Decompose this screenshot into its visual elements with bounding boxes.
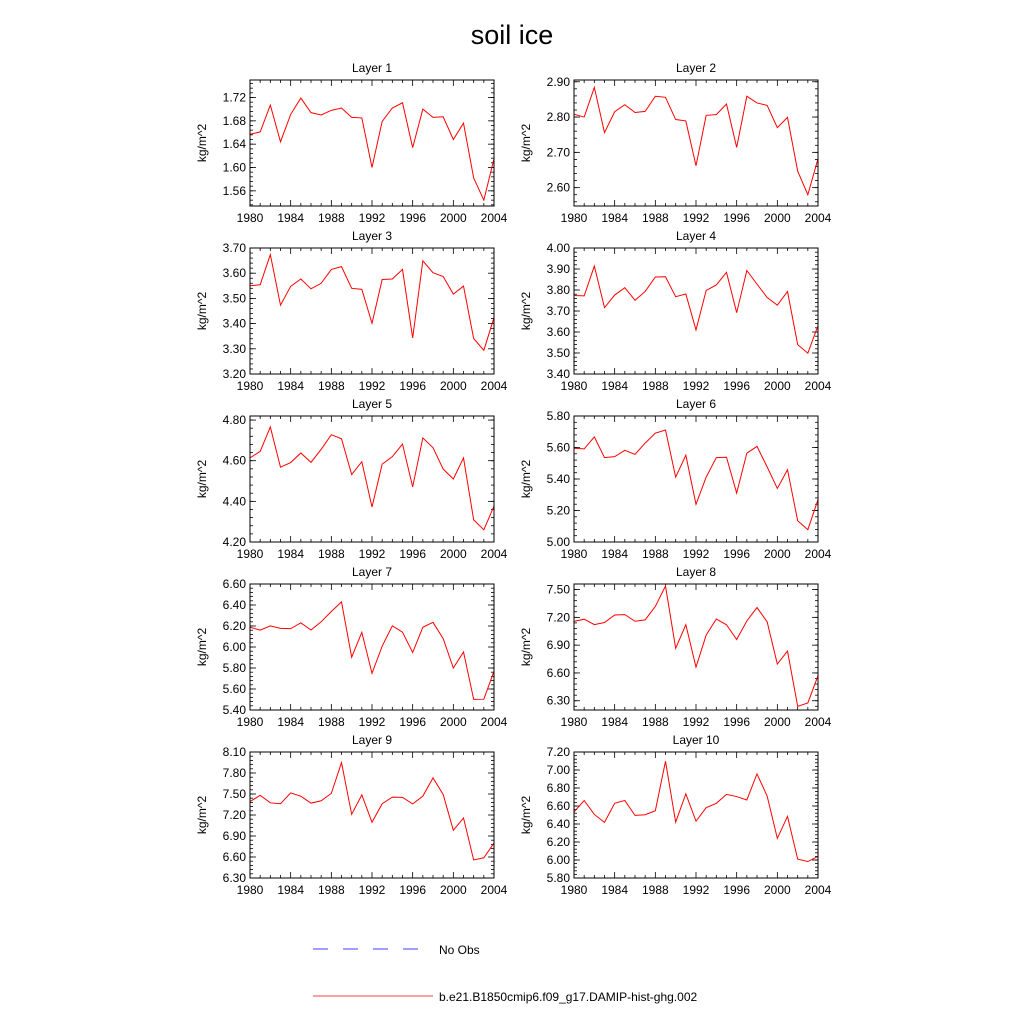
y-tick-label: 5.80	[546, 409, 570, 423]
y-tick-label: 3.50	[222, 291, 246, 306]
panel-layer-3	[195, 229, 508, 393]
panel-title: Layer 5	[351, 397, 393, 411]
y-tick-label: 2.90	[546, 74, 570, 89]
y-tick-label: 5.80	[546, 871, 570, 885]
x-tick-label: 1984	[277, 379, 305, 393]
x-tick-label: 1984	[601, 379, 629, 393]
x-tick-label: 1996	[399, 547, 427, 561]
y-tick-label: 1.68	[222, 113, 246, 128]
x-tick-label: 1980	[560, 379, 588, 393]
y-tick-label: 2.60	[546, 180, 570, 195]
x-tick-label: 1980	[236, 547, 264, 561]
plot-frame	[250, 584, 494, 710]
x-tick-label: 2000	[763, 379, 791, 393]
y-tick-label: 2.80	[546, 110, 570, 125]
y-tick-label: 5.00	[546, 535, 570, 549]
plot-frame	[250, 752, 494, 878]
x-tick-label: 1996	[399, 211, 427, 225]
x-tick-label: 2000	[439, 211, 467, 225]
x-tick-label: 1988	[641, 547, 669, 561]
x-tick-label: 2004	[480, 883, 508, 897]
panel-title: Layer 10	[672, 733, 720, 747]
y-axis-label: kg/m^2	[519, 459, 533, 499]
x-tick-label: 2000	[763, 211, 791, 225]
y-tick-label: 7.50	[222, 787, 246, 801]
plot-frame	[574, 248, 818, 374]
x-tick-label: 2004	[480, 715, 508, 729]
x-tick-label: 2000	[763, 547, 791, 561]
panel-layer-10	[519, 733, 832, 897]
panel-layer-5	[195, 397, 508, 561]
panels	[195, 61, 832, 897]
x-tick-label: 1988	[641, 211, 669, 225]
x-tick-label: 2004	[480, 547, 508, 561]
panel-title: Layer 4	[675, 229, 717, 243]
x-tick-label: 1980	[236, 715, 264, 729]
y-tick-label: 3.40	[546, 367, 570, 381]
y-tick-label: 3.70	[546, 304, 570, 318]
y-tick-label: 1.64	[222, 137, 246, 152]
x-tick-label: 2004	[804, 379, 832, 393]
x-tick-label: 1984	[277, 211, 305, 225]
x-tick-label: 1984	[601, 211, 629, 225]
y-tick-label: 3.20	[222, 367, 246, 381]
series-line-layer-5	[250, 427, 494, 530]
y-tick-label: 6.30	[546, 693, 570, 708]
panel-title: Layer 2	[675, 61, 717, 75]
x-tick-label: 1992	[682, 715, 710, 729]
x-tick-label: 1996	[723, 883, 751, 897]
x-tick-label: 1988	[317, 715, 345, 729]
series-line-layer-1	[250, 98, 494, 200]
y-tick-label: 5.40	[222, 703, 246, 717]
x-tick-label: 1984	[601, 883, 629, 897]
series-line-layer-8	[574, 586, 818, 706]
y-tick-label: 4.80	[222, 413, 246, 428]
x-tick-label: 2004	[804, 715, 832, 729]
x-tick-label: 1980	[560, 211, 588, 225]
y-tick-label: 3.70	[222, 241, 246, 255]
x-tick-label: 2000	[439, 547, 467, 561]
x-tick-label: 2004	[480, 211, 508, 225]
y-tick-label: 6.60	[222, 850, 246, 864]
x-tick-label: 1992	[358, 379, 386, 393]
y-tick-label: 3.50	[546, 346, 570, 360]
x-tick-label: 1992	[682, 547, 710, 561]
panel-title: Layer 3	[351, 229, 393, 243]
panel-layer-2	[519, 61, 832, 225]
plot-frame	[574, 80, 818, 206]
series-line-layer-2	[574, 87, 818, 194]
x-tick-label: 2000	[439, 379, 467, 393]
panel-layer-4	[519, 229, 832, 393]
x-tick-label: 1984	[601, 547, 629, 561]
panel-layer-8	[519, 565, 832, 729]
x-tick-label: 1980	[236, 211, 264, 225]
x-tick-label: 2000	[439, 883, 467, 897]
y-tick-label: 5.60	[546, 440, 570, 455]
x-tick-label: 1980	[236, 379, 264, 393]
y-tick-label: 4.40	[222, 494, 246, 509]
y-tick-label: 1.72	[222, 90, 246, 105]
x-tick-label: 1980	[560, 883, 588, 897]
x-tick-label: 2004	[804, 211, 832, 225]
x-tick-label: 2000	[763, 715, 791, 729]
y-axis-label: kg/m^2	[195, 123, 209, 163]
y-tick-label: 5.60	[222, 682, 246, 696]
x-tick-label: 1992	[682, 379, 710, 393]
x-tick-label: 1992	[682, 211, 710, 225]
y-tick-label: 3.30	[222, 341, 246, 356]
y-axis-label: kg/m^2	[195, 795, 209, 835]
y-axis-label: kg/m^2	[519, 291, 533, 331]
panel-title: Layer 8	[675, 565, 717, 579]
y-tick-label: 7.20	[222, 808, 246, 822]
plot-frame	[250, 248, 494, 374]
y-axis-label: kg/m^2	[195, 627, 209, 667]
y-tick-label: 6.90	[546, 638, 570, 653]
series-line-layer-4	[574, 266, 818, 353]
y-tick-label: 7.00	[546, 763, 570, 777]
x-tick-label: 1996	[399, 883, 427, 897]
y-tick-label: 6.80	[546, 781, 570, 795]
y-tick-label: 5.20	[546, 503, 570, 518]
x-tick-label: 1988	[317, 211, 345, 225]
x-tick-label: 2000	[439, 715, 467, 729]
y-tick-label: 6.40	[222, 598, 246, 612]
plot-frame	[250, 416, 494, 542]
y-tick-label: 6.90	[222, 829, 246, 843]
panel-title: Layer 7	[351, 565, 393, 579]
plot-frame	[250, 80, 494, 206]
x-tick-label: 1996	[723, 547, 751, 561]
y-axis-label: kg/m^2	[195, 459, 209, 499]
x-tick-label: 1984	[277, 715, 305, 729]
y-tick-label: 7.20	[546, 610, 570, 625]
panel-title: Layer 1	[351, 61, 393, 75]
x-tick-label: 1988	[317, 547, 345, 561]
x-tick-label: 1992	[358, 715, 386, 729]
y-tick-label: 7.80	[222, 766, 246, 780]
y-tick-label: 1.60	[222, 160, 246, 175]
y-tick-label: 6.00	[222, 640, 246, 654]
x-tick-label: 2000	[763, 883, 791, 897]
y-tick-label: 6.60	[546, 799, 570, 813]
x-tick-label: 1992	[358, 883, 386, 897]
y-tick-label: 4.60	[222, 453, 246, 468]
x-tick-label: 1988	[641, 883, 669, 897]
y-tick-label: 6.40	[546, 817, 570, 831]
y-tick-label: 7.20	[546, 745, 570, 759]
x-tick-label: 1996	[723, 379, 751, 393]
x-tick-label: 1980	[236, 883, 264, 897]
series-line-layer-10	[574, 761, 818, 861]
x-tick-label: 1992	[358, 211, 386, 225]
panel-layer-6	[519, 397, 832, 561]
y-tick-label: 6.30	[222, 871, 246, 885]
figure-title: soil ice	[470, 20, 554, 50]
x-tick-label: 2004	[804, 547, 832, 561]
series-line-layer-3	[250, 255, 494, 351]
x-tick-label: 1992	[358, 547, 386, 561]
y-tick-label: 3.60	[222, 266, 246, 281]
legend-model-label: b.e21.B1850cmip6.f09_g17.DAMIP-hist-ghg.002	[439, 990, 698, 1004]
y-tick-label: 4.20	[222, 535, 246, 549]
x-tick-label: 1988	[641, 379, 669, 393]
x-tick-label: 1988	[317, 883, 345, 897]
y-tick-label: 4.00	[546, 241, 570, 255]
y-tick-label: 2.70	[546, 145, 570, 160]
y-tick-label: 8.10	[222, 745, 246, 759]
x-tick-label: 1996	[723, 211, 751, 225]
x-tick-label: 1984	[601, 715, 629, 729]
x-tick-label: 2004	[480, 379, 508, 393]
panel-layer-1	[195, 61, 508, 225]
series-line-layer-7	[250, 602, 494, 700]
x-tick-label: 1996	[399, 379, 427, 393]
y-tick-label: 3.60	[546, 325, 570, 339]
y-tick-label: 5.40	[546, 472, 570, 486]
plot-frame	[574, 752, 818, 878]
y-tick-label: 3.80	[546, 283, 570, 297]
x-tick-label: 1980	[560, 715, 588, 729]
y-tick-label: 6.20	[546, 835, 570, 849]
y-tick-label: 6.20	[222, 619, 246, 633]
y-axis-label: kg/m^2	[519, 627, 533, 667]
y-tick-label: 6.60	[222, 577, 246, 591]
panel-title: Layer 6	[675, 397, 717, 411]
series-line-layer-6	[574, 430, 818, 530]
x-tick-label: 1980	[560, 547, 588, 561]
y-tick-label: 6.00	[546, 853, 570, 867]
x-tick-label: 1992	[682, 883, 710, 897]
panel-title: Layer 9	[351, 733, 393, 747]
x-tick-label: 1988	[317, 379, 345, 393]
legend-no-obs-label: No Obs	[439, 943, 480, 957]
x-tick-label: 1988	[641, 715, 669, 729]
plot-frame	[574, 584, 818, 710]
y-tick-label: 1.56	[222, 183, 246, 198]
y-tick-label: 5.80	[222, 661, 246, 675]
y-axis-label: kg/m^2	[195, 291, 209, 331]
panel-layer-7	[195, 565, 508, 729]
x-tick-label: 2004	[804, 883, 832, 897]
x-tick-label: 1984	[277, 883, 305, 897]
y-tick-label: 7.50	[546, 582, 570, 597]
plot-frame	[574, 416, 818, 542]
y-axis-label: kg/m^2	[519, 795, 533, 835]
y-tick-label: 3.40	[222, 316, 246, 331]
series-line-layer-9	[250, 763, 494, 860]
panel-layer-9	[195, 733, 508, 897]
y-tick-label: 3.90	[546, 262, 570, 276]
legend	[313, 943, 697, 1004]
x-tick-label: 1984	[277, 547, 305, 561]
y-axis-label: kg/m^2	[519, 123, 533, 163]
x-tick-label: 1996	[399, 715, 427, 729]
x-tick-label: 1996	[723, 715, 751, 729]
y-tick-label: 6.60	[546, 665, 570, 680]
